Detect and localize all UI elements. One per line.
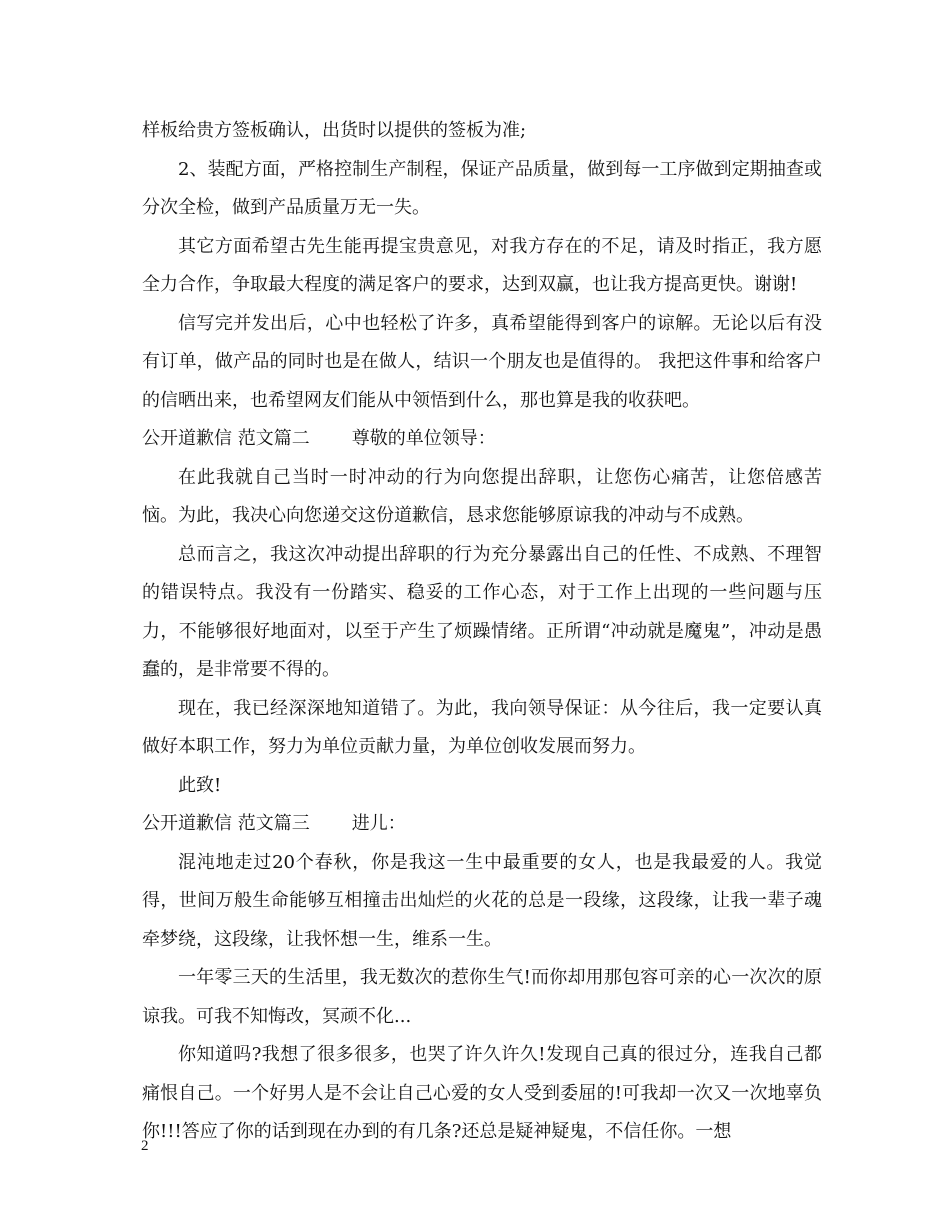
paragraph-continuation: 样板给贵方签板确认，出货时以提供的签板为准;	[142, 120, 527, 141]
document-body	[142, 112, 822, 1152]
section-heading-2	[142, 420, 822, 459]
section-heading-3	[142, 805, 822, 844]
paragraph-summary: 总而言之，我这次冲动提出辞职的行为充分暴露出自己的任性、不成熟、不理智的错误特点。我没有一份踏实、稳妥的工作心态，对于工作上出现的一些问题与压力，不能够很好地面对，以至于产生了烦躁情绪。正所谓“冲动就是魔鬼”，冲动是愚蠢的，是非常要不得的。	[142, 543, 822, 680]
section-title-2: 公开道歉信 范文篇二	[142, 428, 310, 449]
paragraph-letter-sent: 信写完并发出后，心中也轻松了许多，真希望能得到客户的谅解。无论以后有没有订单，做产品的同时也是在做人，结识一个朋友也是值得的。 我把这件事和给客户的信晒出来，也希望网友们能从中领悟到什么，那也算是我的收获吧。	[142, 312, 822, 411]
paragraph-one-year: 一年零三天的生活里，我无数次的惹你生气!而你却用那包容可亲的心一次次的原谅我。可我不知悔改，冥顽不化...	[142, 967, 822, 1027]
salutation-2: 尊敬的单位领导：	[351, 428, 496, 449]
paragraph-closing: 此致!	[178, 774, 222, 796]
paragraph-resignation: 在此我就自己当时一时冲动的行为向您提出辞职，让您伤心痛苦，让您倍感苦恼。为此，我决心向您递交这份道歉信，恳求您能够原谅我的冲动与不成熟。	[142, 466, 822, 526]
salutation-3: 进儿：	[351, 813, 406, 834]
section-title-3: 公开道歉信 范文篇三	[142, 813, 310, 834]
paragraph-promise: 现在，我已经深深地知道错了。为此，我向领导保证：从今往后，我一定要认真做好本职工作，努力为单位贡献力量，为单位创收发展而努力。	[142, 697, 822, 757]
paragraph-do-you-know: 你知道吗?我想了很多很多，也哭了许久许久!发现自己真的很过分，连我自己都痛恨自己。一个好男人是不会让自己心爱的女人受到委屈的!可我却一次又一次地辜负你!!!答应了你的话到现在办到的有几条?还总是疑神疑鬼，不信任你。一想	[142, 1044, 822, 1142]
paragraph-assembly: 2、装配方面，严格控制生产制程，保证产品质量，做到每一工序做到定期抽查或分次全检，做到产品质量万无一失。	[142, 158, 822, 218]
paragraph-twenty-years: 混沌地走过20个春秋，你是我这一生中最重要的女人，也是我最爱的人。我觉得，世间万般生命能够互相撞击出灿烂的火花的总是一段缘，这段缘，让我一辈子魂牵梦绕，这段缘，让我怀想一生，维系一生。	[142, 851, 822, 950]
page-number: 2	[141, 1138, 149, 1154]
paragraph-other-aspects: 其它方面希望古先生能再提宝贵意见，对我方存在的不足，请及时指正，我方愿全力合作，争取最大程度的满足客户的要求，达到双赢，也让我方提高更快。谢谢!	[142, 235, 822, 295]
